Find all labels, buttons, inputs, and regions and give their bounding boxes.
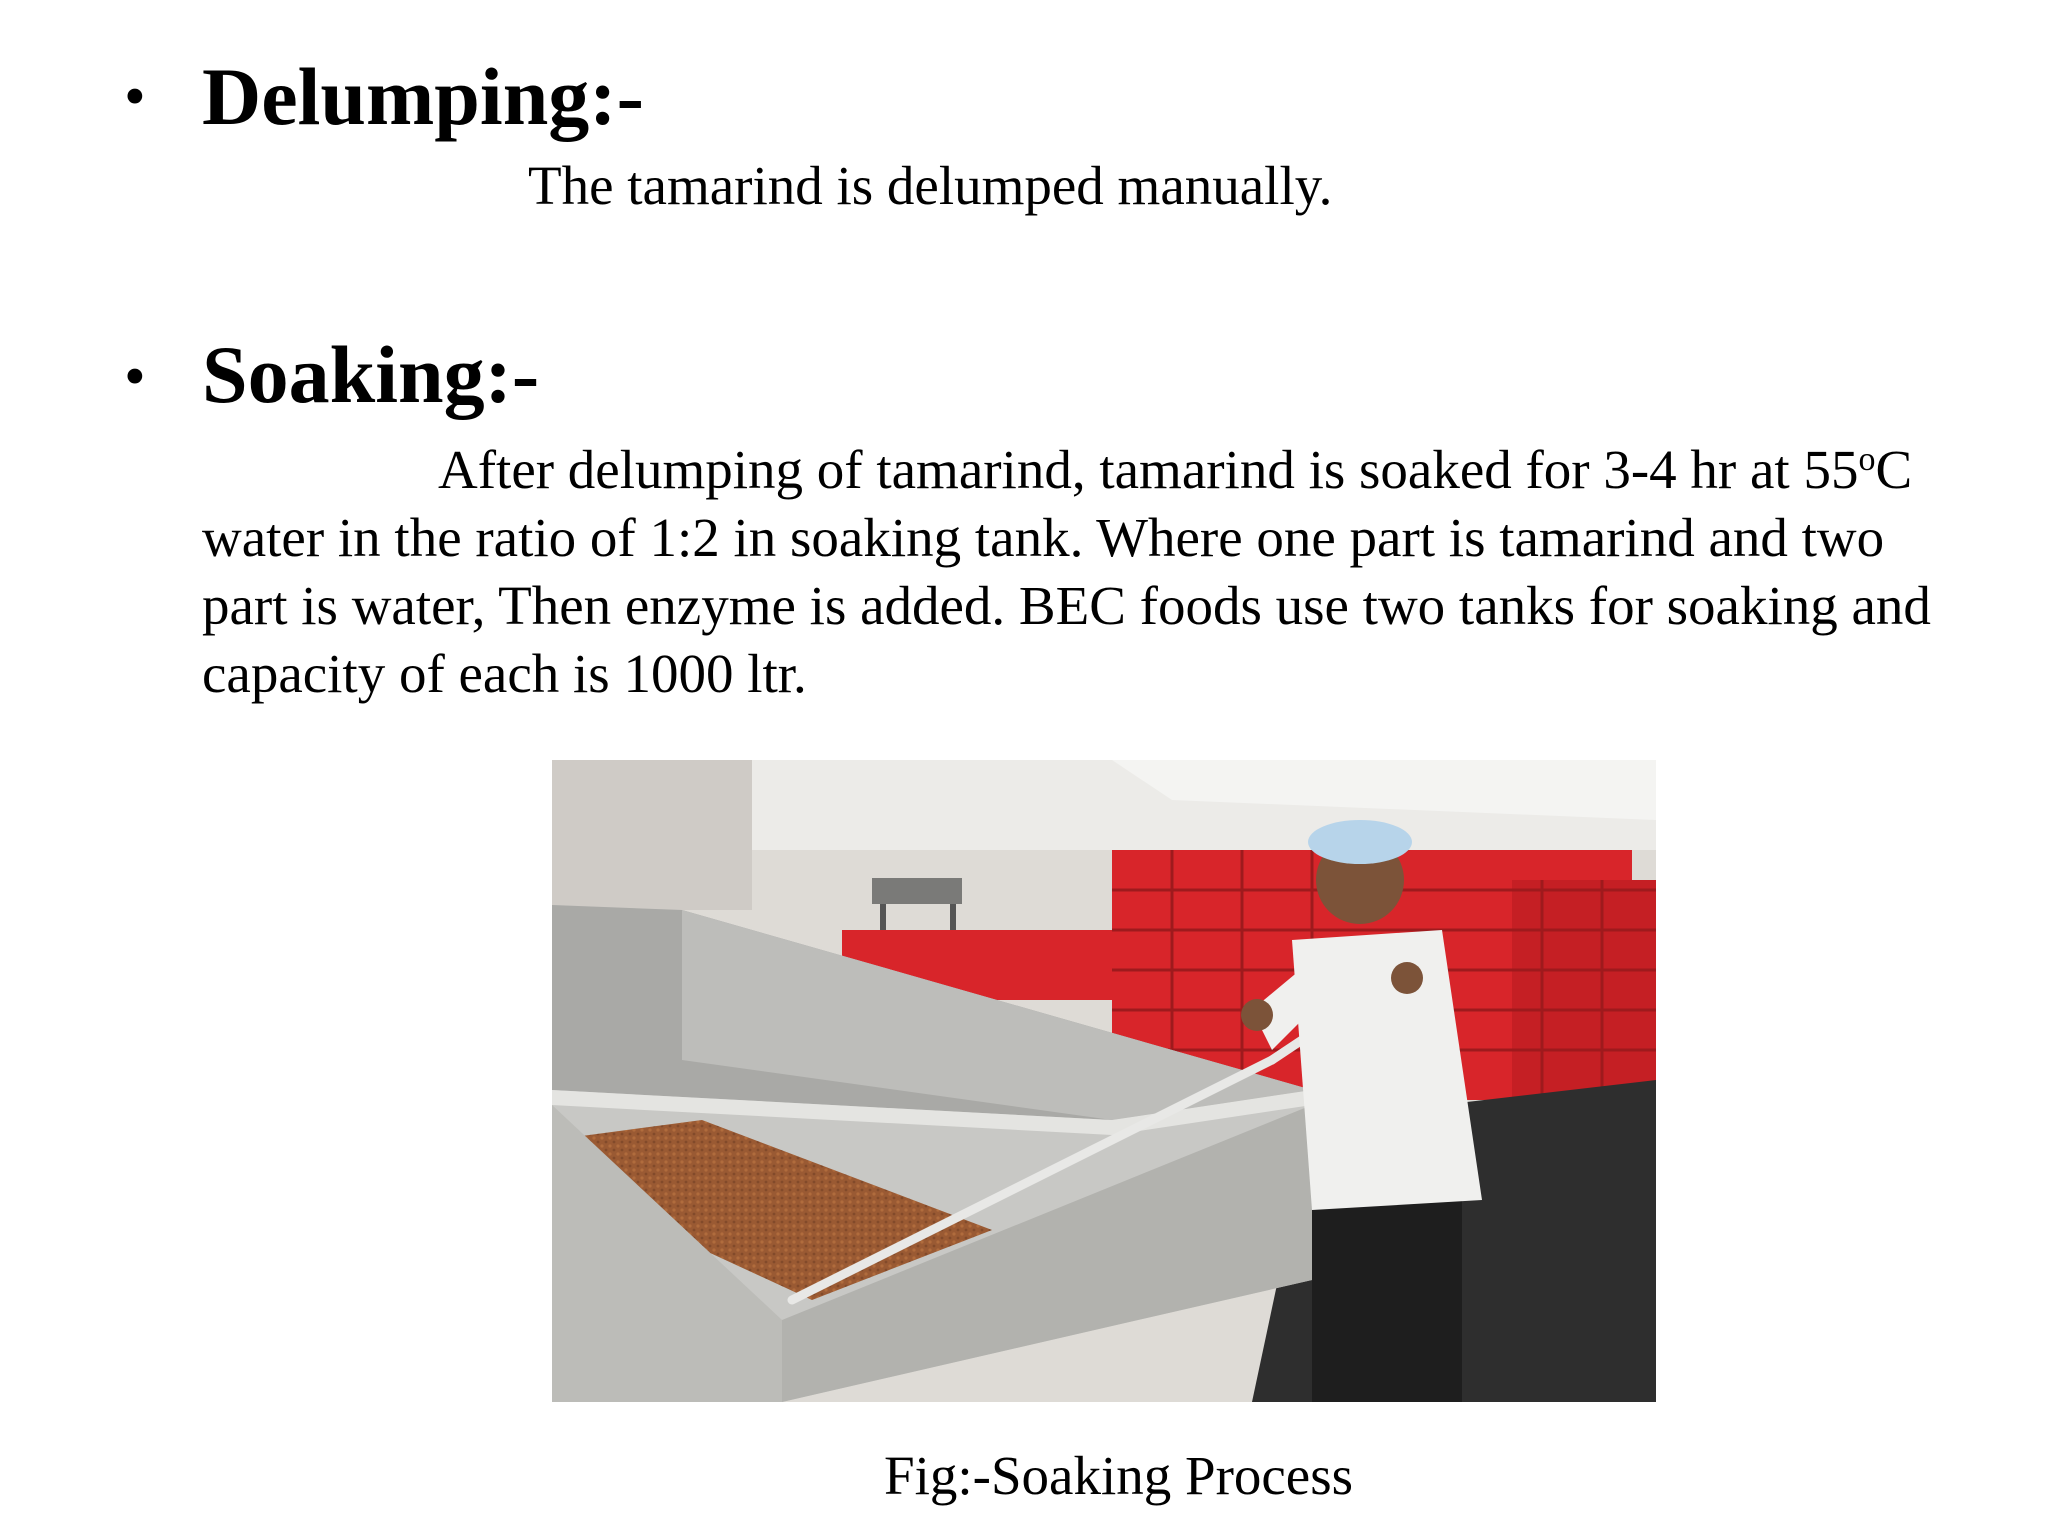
heading-soaking: Soaking:- <box>202 329 540 420</box>
soaking-description-line-4: capacity of each is 1000 ltr. <box>202 643 807 704</box>
figure-caption: Fig:-Soaking Process <box>884 1445 1354 1506</box>
bullet-soaking: • <box>124 343 146 411</box>
bullet-delumping: • <box>124 63 146 131</box>
delumping-description: The tamarind is delumped manually. <box>528 155 1333 216</box>
soaking-description-line-3: part is water, Then enzyme is added. BEC foods use two tanks for soaking and <box>202 575 1931 636</box>
soaking-description-line-2: water in the ratio of 1:2 in soaking tank. Where one part is tamarind and two <box>202 507 1885 568</box>
soaking-process-illustration <box>552 760 1656 1402</box>
soaking-line1-text: After delumping of tamarind, tamarind is soaked for 3-4 hr at 55 <box>438 439 1859 500</box>
degree-superscript: o <box>1858 441 1876 478</box>
heading-delumping: Delumping:- <box>202 51 644 142</box>
soaking-description-line-1 <box>438 436 1912 504</box>
soaking-process-photo <box>552 760 1656 1402</box>
soaking-line1-unit: C <box>1875 439 1913 500</box>
